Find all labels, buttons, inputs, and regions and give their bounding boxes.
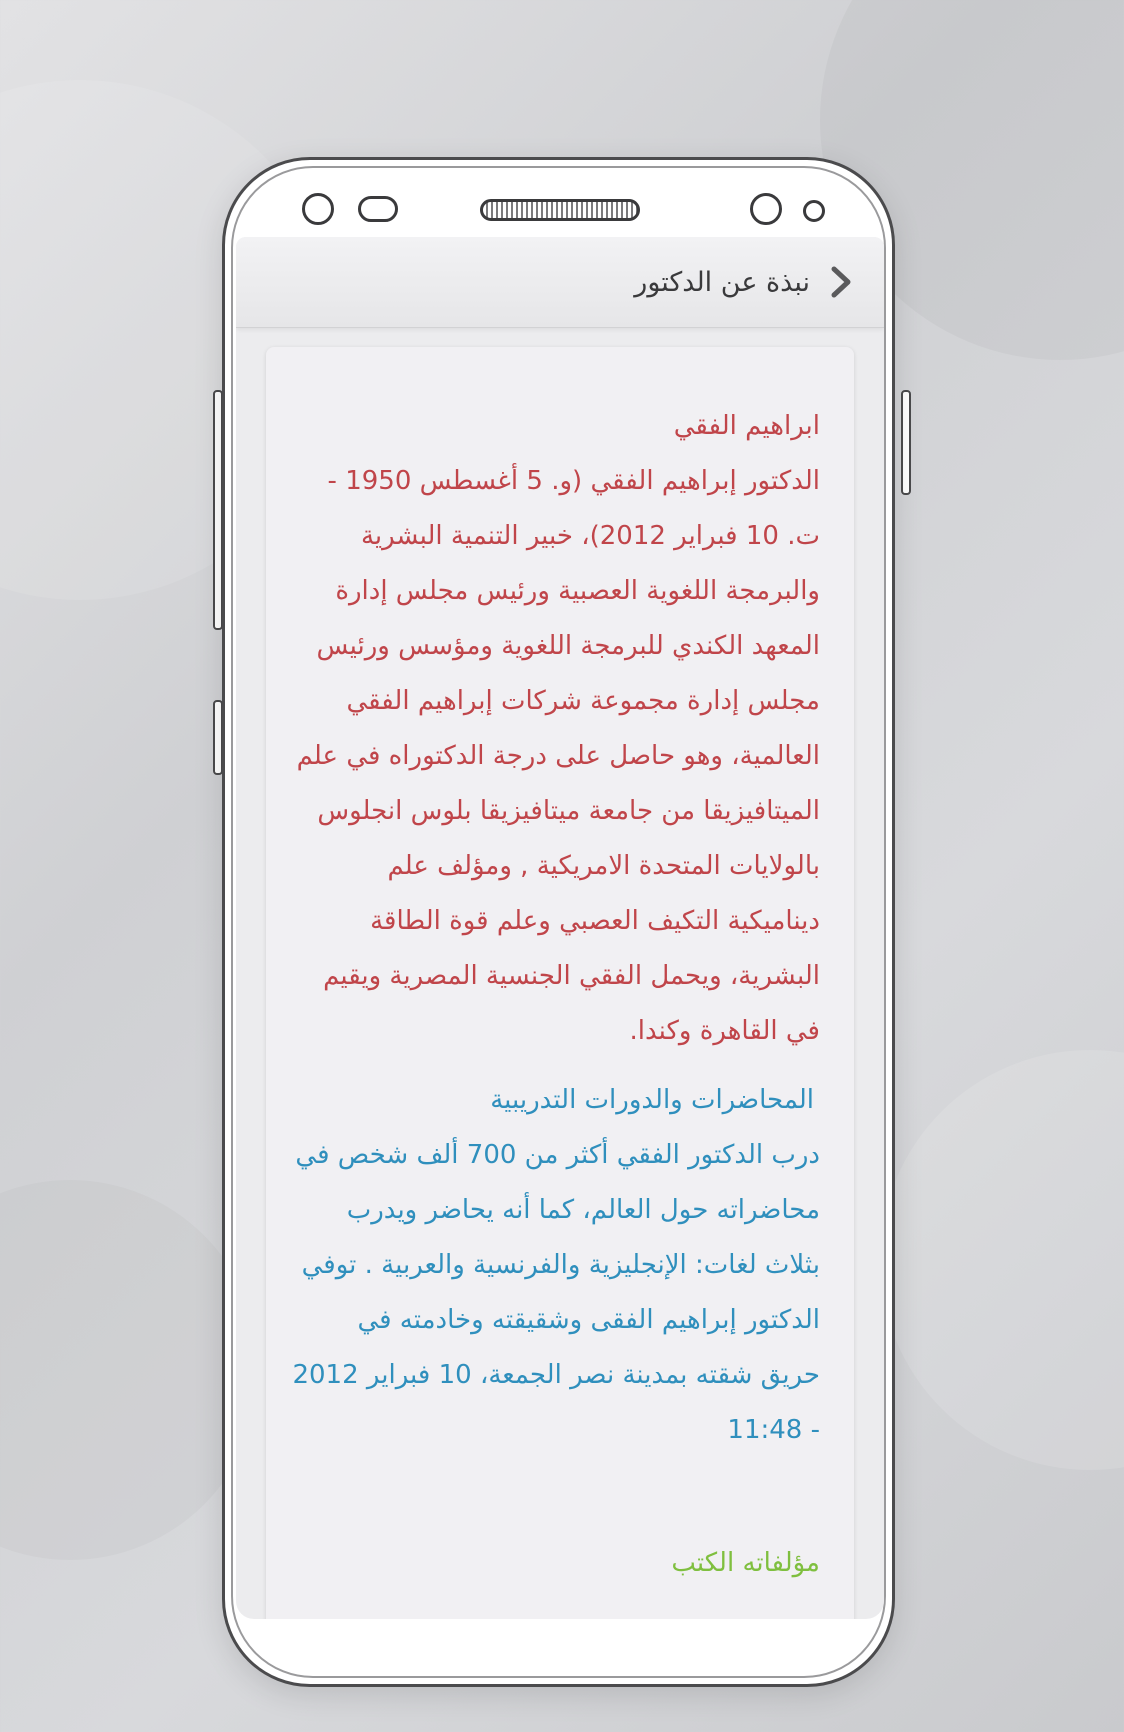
article-content <box>290 399 820 1591</box>
app-screen <box>236 237 884 1619</box>
front-camera-icon <box>302 193 334 225</box>
background-shape <box>880 1050 1124 1470</box>
bio-text: الدكتور إبراهيم الفقي (و. 5 أغسطس 1950 - ت. 10 فبراير 2012)، خبير التنمية البشرية والبرمجة اللغوية العصبية ورئيس مجلس إدارة المعهد الكندي للبرمجة اللغوية ومؤسس ورئيس مجلس إدارة مجموعة شركات إبراهيم الفقي العالمية، وهو حاصل على درجة الدكتوراه في علم الميتافيزيقا من جامعة ميتافيزيقا بلوس انجلوس بالولايات المتحدة الامريكية , ومؤلف علم ديناميكية التكيف العصبي وعلم قوة الطاقة البشرية، ويحمل الفقي الجنسية المصرية ويقيم في القاهرة وكندا. <box>296 466 820 1046</box>
lectures-text: درب الدكتور الفقي أكثر من 700 ألف شخص في محاضراته حول العالم، كما أنه يحاضر ويدرب بثلاث لغات: الإنجليزية والفرنسية والعربية . توفي الدكتور إبراهيم الفقى وشقيقته وخادمته في حريق شقته بمدينة نصر الجمعة، 10 فبراير 2012 - 11:48 <box>292 1140 820 1445</box>
bio-section <box>290 399 820 1059</box>
lectures-section <box>290 1073 820 1458</box>
books-heading: مؤلفاته الكتب <box>671 1548 820 1578</box>
proximity-sensor-icon <box>803 200 825 222</box>
sensor-icon <box>358 196 398 222</box>
page-title: نبذة عن الدكتور <box>634 266 810 298</box>
front-camera-icon <box>750 193 782 225</box>
earpiece-speaker <box>480 199 640 221</box>
app-header <box>236 237 884 328</box>
chevron-right-icon[interactable] <box>818 259 864 305</box>
lectures-heading: المحاضرات والدورات التدريبية <box>490 1085 814 1115</box>
background-shape <box>0 1180 260 1560</box>
content-card <box>266 347 854 1619</box>
doctor-name: ابراهيم الفقي <box>673 411 820 441</box>
phone-power-button <box>901 390 911 495</box>
